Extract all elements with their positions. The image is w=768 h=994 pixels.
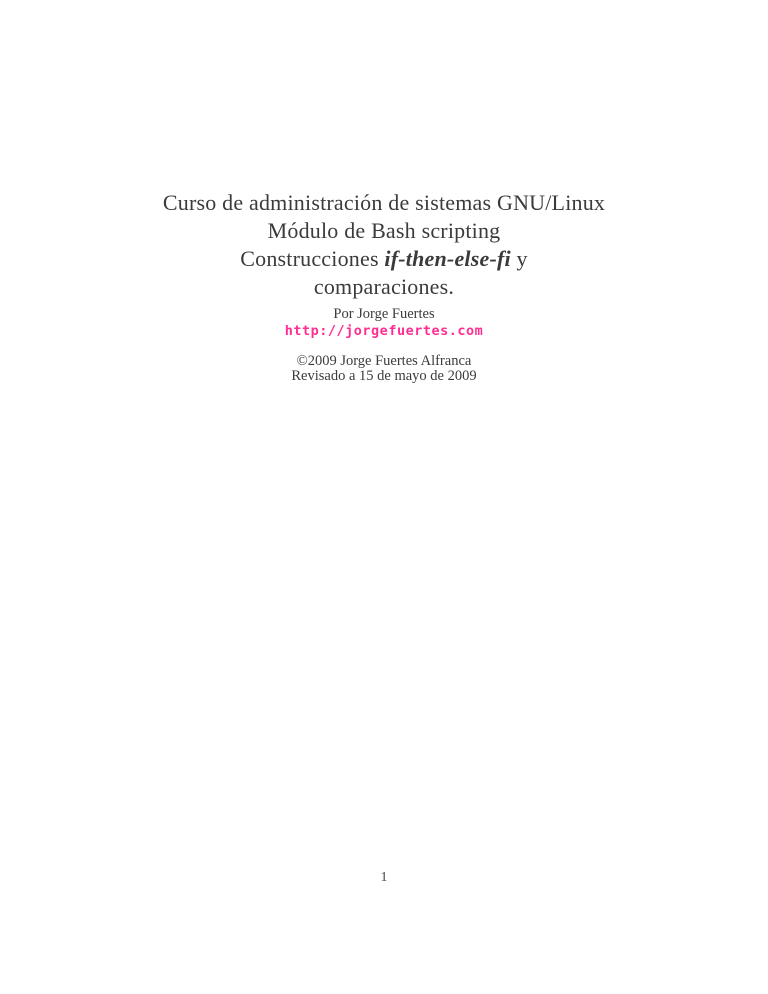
revision-line: Revisado a 15 de mayo de 2009 (291, 368, 477, 384)
page-number: 1 (380, 870, 388, 885)
title-line-3-pre: Construcciones (240, 246, 385, 271)
copyright-line: ©2009 Jorge Fuertes Alfranca (296, 353, 472, 369)
document-title (0, 189, 768, 301)
title-line-2: Módulo de Bash scripting (267, 218, 501, 243)
title-keyword-if-then-else-fi: if-then-else-fi (384, 246, 511, 271)
page-footer (0, 870, 768, 886)
title-line-4: comparaciones. (313, 274, 455, 299)
title-line-3 (0, 245, 768, 273)
author-url-line (0, 323, 768, 339)
title-line-3-post: y (510, 246, 528, 271)
title-line-1: Curso de administración de sistemas GNU/Linux (162, 190, 606, 215)
author-block (0, 306, 768, 384)
author-url-link[interactable]: http://jorgefuertes.com (284, 323, 484, 339)
author-byline: Por Jorge Fuertes (333, 306, 435, 322)
copyright-block (0, 354, 768, 384)
